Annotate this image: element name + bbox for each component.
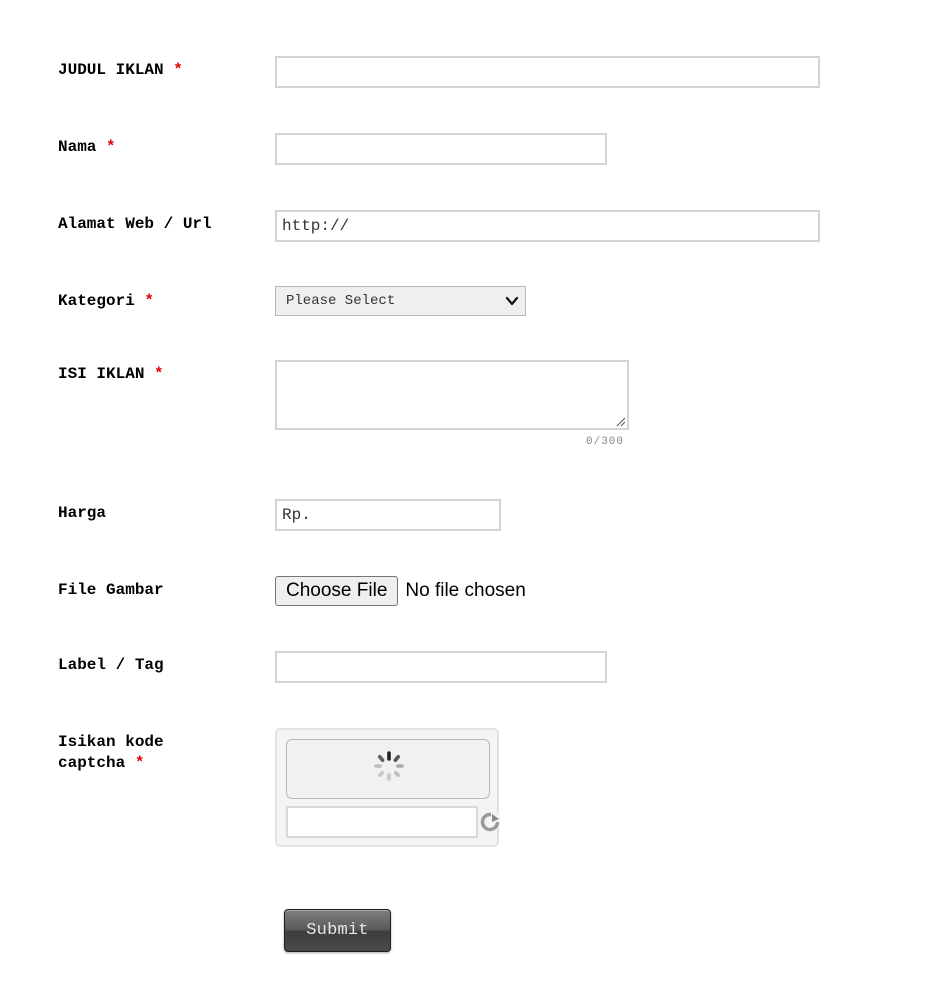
char-counter: 0/300 <box>586 436 625 448</box>
required-mark: * <box>134 754 145 772</box>
harga-label-text: Harga <box>58 504 107 522</box>
captcha-box <box>275 728 499 847</box>
file-label-text: File Gambar <box>58 581 164 599</box>
tag-label-text: Label / Tag <box>58 656 164 674</box>
judul-label-text: JUDUL IKLAN <box>58 61 164 79</box>
captcha-label-line2-wrap <box>58 753 248 774</box>
harga-label <box>58 503 248 524</box>
url-label <box>58 214 248 235</box>
submit-button[interactable]: Submit <box>284 909 391 952</box>
kategori-label-text: Kategori <box>58 292 135 310</box>
nama-input[interactable] <box>275 133 607 165</box>
isi-label-text: ISI IKLAN <box>58 365 145 383</box>
required-mark: * <box>173 61 183 79</box>
refresh-icon[interactable] <box>480 810 500 832</box>
required-mark: * <box>106 138 116 156</box>
kategori-selected-value: Please Select <box>286 293 396 309</box>
required-mark: * <box>144 292 155 310</box>
resize-grip-icon[interactable] <box>615 416 626 427</box>
captcha-label-line1: Isikan kode <box>58 733 164 751</box>
file-status-text: No file chosen <box>405 580 526 601</box>
file-label <box>58 580 248 601</box>
choose-file-button[interactable]: Choose File <box>275 576 398 606</box>
file-input <box>275 576 526 606</box>
captcha-input[interactable] <box>286 806 478 838</box>
kategori-select[interactable] <box>275 286 526 316</box>
nama-label-text: Nama <box>58 138 97 156</box>
isi-textarea[interactable] <box>275 360 629 430</box>
harga-input[interactable] <box>275 499 501 531</box>
tag-label <box>58 655 248 676</box>
judul-input[interactable] <box>275 56 820 88</box>
url-label-text: Alamat Web / Url <box>58 215 212 233</box>
spinner-icon <box>373 750 405 782</box>
captcha-label <box>58 732 248 774</box>
kategori-label <box>58 291 248 312</box>
chevron-down-icon <box>505 294 519 308</box>
required-mark: * <box>154 365 164 383</box>
judul-label <box>58 60 248 81</box>
captcha-image <box>286 739 490 799</box>
nama-label <box>58 137 248 158</box>
url-input[interactable] <box>275 210 820 242</box>
isi-label <box>58 364 248 385</box>
captcha-label-line2: captcha <box>58 754 126 772</box>
tag-input[interactable] <box>275 651 607 683</box>
